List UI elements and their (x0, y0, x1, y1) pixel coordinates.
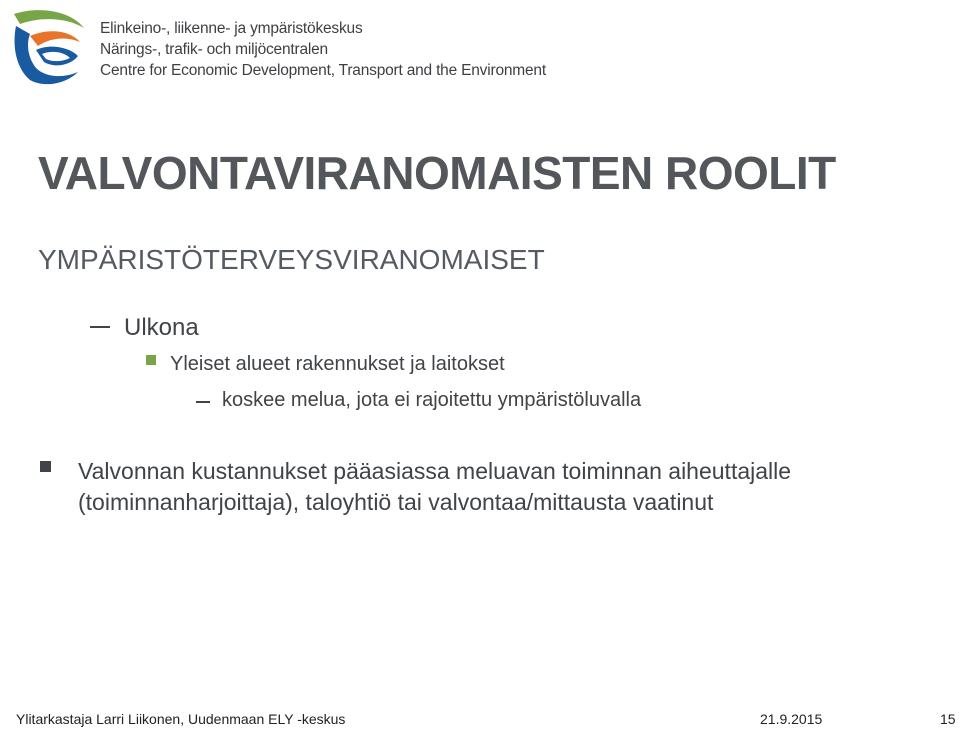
ely-logo-icon (8, 6, 88, 86)
org-name-english: Centre for Economic Development, Transport and the Environment (100, 62, 546, 79)
main-bullet-line2: (toiminnanharjoittaja), taloyhtiö tai valvontaa/mittausta vaatinut (78, 489, 714, 515)
org-name-finnish: Elinkeino-, liikenne- ja ympäristökeskus (100, 20, 363, 37)
page-number: 15 (940, 711, 956, 727)
square-bullet-icon (146, 355, 156, 365)
slide-title: VALVONTAVIRANOMAISTEN ROOLIT (38, 147, 836, 199)
bullet-level1-text: Ulkona (124, 314, 199, 341)
square-bullet-icon (40, 461, 51, 472)
bullet-level3-text: koskee melua, jota ei rajoitettu ympäristöluvalla (222, 389, 642, 411)
footer-author: Ylitarkastaja Larri Liikonen, Uudenmaan ELY -keskus (16, 711, 346, 727)
slide-subtitle: YMPÄRISTÖTERVEYSVIRANOMAISET (38, 244, 545, 275)
org-name-swedish: Närings-, trafik- och miljöcentralen (100, 41, 328, 58)
dash-bullet-icon (196, 401, 210, 403)
main-bullet-text (78, 456, 791, 518)
dash-bullet-icon (90, 326, 110, 328)
organization-names (100, 18, 546, 81)
footer-date: 21.9.2015 (760, 711, 823, 727)
bullet-level2-text: Yleiset alueet rakennukset ja laitokset (170, 353, 505, 375)
main-bullet-line1: Valvonnan kustannukset pääasiassa meluavan toiminnan aiheuttajalle (78, 458, 792, 484)
